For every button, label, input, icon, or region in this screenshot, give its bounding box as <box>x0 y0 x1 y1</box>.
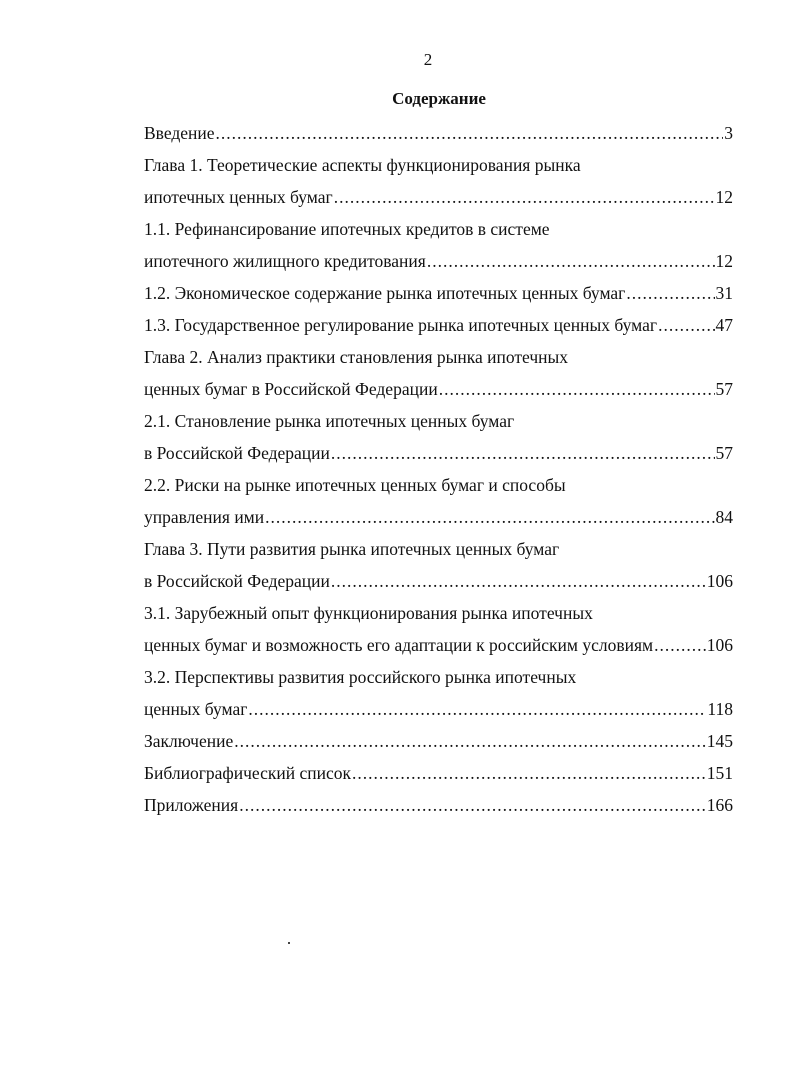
toc-entry <box>144 309 733 341</box>
dot-leader <box>248 693 706 725</box>
toc-entry <box>144 373 733 405</box>
toc-entry <box>144 437 733 469</box>
toc-entry <box>144 277 733 309</box>
toc-entry <box>144 469 733 501</box>
toc-entry-page: 12 <box>715 251 733 271</box>
toc-entry-page: 12 <box>715 187 733 207</box>
dot-leader <box>334 181 715 213</box>
toc-entry-page: 84 <box>715 507 733 527</box>
toc-entry <box>144 757 733 789</box>
dot-leader <box>331 565 706 597</box>
toc-entry <box>144 693 733 725</box>
toc-entry-page: 57 <box>715 443 733 463</box>
toc-entry <box>144 597 733 629</box>
toc-entry-text: 2.2. Риски на рынке ипотечных ценных бумаг и способы <box>144 475 566 495</box>
toc-entry <box>144 213 733 245</box>
toc-entry-text: в Российской Федерации <box>144 443 330 463</box>
toc-entry-page: 166 <box>706 795 733 815</box>
toc-entry-text: в Российской Федерации <box>144 571 330 591</box>
dot-leader <box>216 117 724 149</box>
toc-entry <box>144 661 733 693</box>
toc-entry <box>144 181 733 213</box>
toc-entry-text: Библиографический список <box>144 763 352 783</box>
dot-leader <box>658 309 714 341</box>
toc-entry-page: 3 <box>724 123 733 143</box>
toc-entry <box>144 341 733 373</box>
toc-entry <box>144 501 733 533</box>
toc-entry-text: Глава 1. Теоретические аспекты функционирования рынка <box>144 155 581 175</box>
toc-entry-page: 57 <box>715 379 733 399</box>
toc-entry-text: ценных бумаг в Российской Федерации <box>144 379 438 399</box>
toc-entry-text: управления ими <box>144 507 265 527</box>
toc-entry-text: 1.3. Государственное регулирование рынка ипотечных ценных бумаг <box>144 315 658 335</box>
toc-entry <box>144 789 733 821</box>
toc-entry-text: ценных бумаг и возможность его адаптации к российским условиям <box>144 635 654 655</box>
dot-leader <box>265 501 714 533</box>
dot-leader <box>439 373 715 405</box>
dot-leader <box>239 789 706 821</box>
toc-entry-page: 145 <box>706 731 733 751</box>
dot-leader <box>234 725 706 757</box>
dot-leader <box>352 757 706 789</box>
toc-entry-text: 1.1. Рефинансирование ипотечных кредитов в системе <box>144 219 550 239</box>
toc-entry-page: 106 <box>706 571 733 591</box>
dot-leader <box>654 629 706 661</box>
toc-entry-text: Глава 3. Пути развития рынка ипотечных ценных бумаг <box>144 539 560 559</box>
table-of-contents <box>144 117 733 821</box>
toc-entry <box>144 117 733 149</box>
toc-entry-page: 31 <box>715 283 733 303</box>
toc-entry <box>144 533 733 565</box>
page-title: Содержание <box>392 89 486 108</box>
dot-leader <box>427 245 715 277</box>
toc-entry-text: Приложения <box>144 795 239 815</box>
toc-entry <box>144 405 733 437</box>
toc-entry-text: 3.2. Перспективы развития российского рынка ипотечных <box>144 667 577 687</box>
toc-entry-text: ценных бумаг <box>144 699 248 719</box>
toc-entry-text: 3.1. Зарубежный опыт функционирования рынка ипотечных <box>144 603 593 623</box>
toc-entry-text: Заключение <box>144 731 234 751</box>
toc-entry-text: ипотечного жилищного кредитования <box>144 251 426 271</box>
page-number: 2 <box>423 50 433 69</box>
toc-entry-page: 118 <box>707 699 733 719</box>
scan-speck <box>288 942 290 944</box>
toc-entry-text: 1.2. Экономическое содержание рынка ипотечных ценных бумаг <box>144 283 626 303</box>
toc-entry-page: 106 <box>706 635 733 655</box>
toc-entry <box>144 725 733 757</box>
toc-entry-text: 2.1. Становление рынка ипотечных ценных бумаг <box>144 411 515 431</box>
toc-entry-page: 47 <box>715 315 733 335</box>
dot-leader <box>626 277 714 309</box>
toc-entry <box>144 565 733 597</box>
toc-entry <box>144 245 733 277</box>
toc-entry-text: ипотечных ценных бумаг <box>144 187 333 207</box>
toc-entry-text: Глава 2. Анализ практики становления рынка ипотечных <box>144 347 569 367</box>
toc-entry-text: Введение <box>144 123 215 143</box>
toc-entry <box>144 629 733 661</box>
toc-entry-page: 151 <box>706 763 733 783</box>
toc-entry <box>144 149 733 181</box>
dot-leader <box>331 437 715 469</box>
